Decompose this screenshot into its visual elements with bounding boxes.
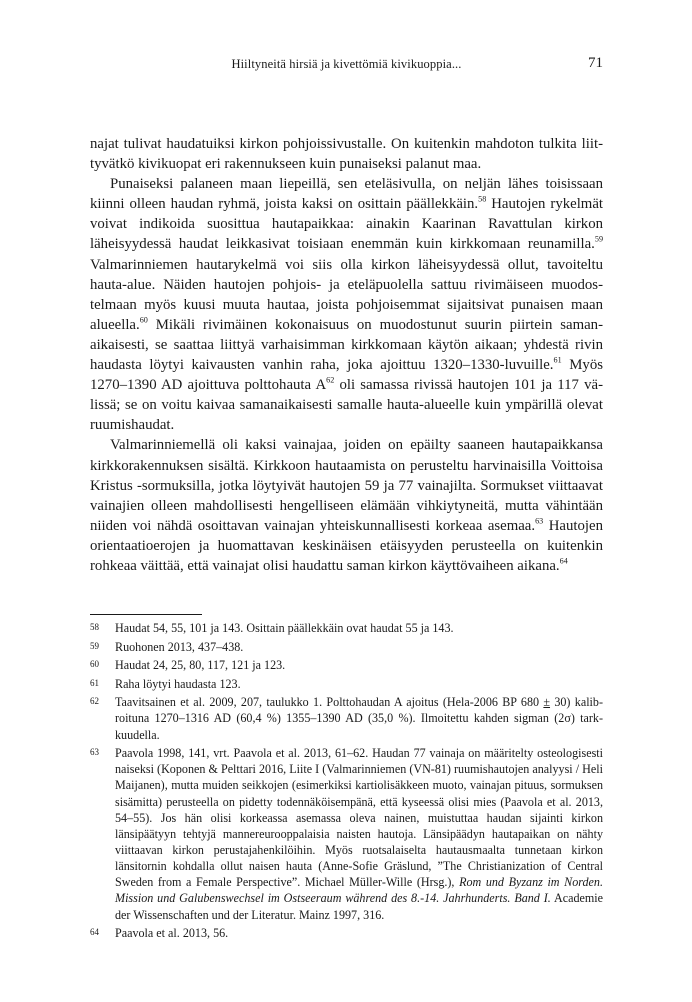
footnote-ref: 63	[535, 516, 544, 526]
text-run: oli samassa rivissä hautojen 101 ja 117 välissä; se on voitu kaivaa samanaikaisesti samalle hauta-alueelle kuin ympärillä olevat ruumishaudat.	[90, 377, 603, 434]
footnote-text	[115, 657, 603, 673]
footnote	[90, 694, 603, 742]
footnote-number: 61	[90, 677, 99, 688]
footnote	[90, 657, 603, 673]
footnote	[90, 676, 603, 692]
footnote-ref: 61	[553, 355, 562, 365]
footnote	[90, 925, 603, 941]
running-title: Hiiltyneitä hirsiä ja kivettömiä kivikuoppia...	[231, 57, 462, 71]
text-run: 30) kalibroituna 1270–1316 AD (60,4 %) 1355–1390 AD (35,0 %). Ilmoitettu kahden sigman (2σ) tarkkuudella.	[115, 695, 603, 742]
body-text	[90, 134, 603, 576]
text-run: najat tulivat haudatuiksi kirkon pohjoissivustalle. On kuitenkin mahdoton tulkita liittyvätkö kivikuopat eri rakennukseen kuin punaiseksi palanut maa.	[90, 136, 603, 173]
italic-text: Rom und Byzanz im Norden. Mission und Galubenswechsel im Ostseeraum während des 8.-14. Jahrhunderts. Band I.	[115, 875, 603, 906]
footnote-text	[115, 639, 603, 655]
text-run: Raha löytyi haudasta 123.	[115, 676, 241, 691]
footnote-number: 60	[90, 659, 99, 670]
footnote	[90, 639, 603, 655]
text-run: Punaiseksi palaneen maan liepeillä, sen eteläsivulla, on neljän lähes toisissaan kiinni olleen haudan ryhmä, joista kaksi on osittain päällekkäin.	[90, 176, 603, 213]
footnote-ref: 62	[326, 375, 335, 385]
text-run: Haudat 24, 25, 80, 117, 121 ja 123.	[115, 658, 286, 673]
paragraph	[90, 174, 603, 435]
paragraph	[90, 435, 603, 576]
running-header	[90, 57, 603, 77]
text-run: Ruohonen 2013, 437–438.	[115, 639, 244, 654]
text-run: Taavitsainen et al. 2009, 207, taulukko 1. Polttohaudan A ajoitus (Hela-2006 BP 680	[115, 695, 544, 710]
footnote-text	[115, 745, 603, 923]
footnotes	[90, 620, 603, 944]
text-run: Valmarinniemellä oli kaksi vainajaa, joiden on epäilty saaneen hautapaikkansa kirkkorakennuksen sisältä. Kirkkoon hautaamista on perusteltu harvinaisilla Voittoisa Kristus -sormuksilla, jotka löytyivät hautojen 59 ja 77 vainajilta. Sormukset viittaavat vainajien olleen mahdollisesti hengelliseen elämään vihkiytyneitä, mutta vähintään niiden voi nähdä osoittavan vainajan yhteiskunnallisesti korkeaa asemaa.	[90, 437, 603, 534]
text-run: Valmarinniemen hautarykelmä voi siis olla kirkon läheisyydessä ollut, tavoiteltu hauta-alue. Näiden hautojen pohjois- ja eteläpuolella sattuu rivimäiseen muodostelmaan myös kuusi muuta hautaa, joista pohjoisemmat sijaitsivat punaisen maan alueella.	[90, 256, 603, 333]
footnote-text	[115, 620, 603, 636]
footnote-text	[115, 694, 603, 742]
text-run: Hautojen rykelmät voivat indikoida suosittua hautapaikkaa: ainakin Kaarinan Ravattulan kirkon läheisyydessä haudat leikkasivat toisiaan enemmän kuin kirkkomaan reunamilla.	[90, 196, 603, 253]
text-run: Paavola 1998, 141, vrt. Paavola et al. 2013, 61–62. Haudan 77 vainaja on määritelty osteologisesti naiseksi (Koponen & Pelttari 2016, Liite I (Valmarinniemen (VN-81) ruumishautojen analyysi / Heli Maijanen), mutta muiden seikkojen (esimerkiksi kartiolisäkkeen muoto, vainajan pituus, sormuksen sisämitta) perusteella on pidetty todennäköisempänä, että kyseessä olisi mies (Paavola et al. 2013, 54–55). Jos hän olisi korkeassa asemassa oleva nainen, muistuttaa haudan sijainti kirkon länsipäätyyn tehtyjä mannereurooppalaisia naisten hautoja. Länsipäädyn hautapaikan on nähty viittaavan kirkon perustajahenkilöihin. Myös ruotsalaiselta hautausmaalta tunnetaan kirkon länsitornin kohdalla ollut naisen hauta (Anne-Sofie Gräslund, ”The Christianization of Central Sweden from a Female Perspective”. Michael Müller-Wille (Hrsg.),	[115, 746, 603, 890]
footnote-ref: 58	[478, 194, 487, 204]
footnote	[90, 620, 603, 636]
footnote-ref: 60	[139, 315, 148, 325]
text-run: Paavola et al. 2013, 56.	[115, 926, 229, 941]
footnote-number: 63	[90, 747, 99, 758]
plus-minus-sign: ±	[543, 695, 551, 710]
page-number: 71	[588, 55, 603, 71]
footnote-number: 64	[90, 927, 99, 938]
paragraph	[90, 134, 603, 174]
footnote-ref: 64	[559, 556, 568, 566]
footnote-number: 62	[90, 696, 99, 707]
text-run: Mikäli rivimäinen kokonaisuus on muodostunut suurin piirtein samanaikaisesti, se saattaa liittyä varhaisimman kirkkomaan käytön aikaan; yhdestä rivin haudasta löytyi kaivausten vanhin raha, joka ajoittuu 1320–1330-luvuille.	[90, 316, 603, 374]
footnote	[90, 745, 603, 923]
footnote-separator	[90, 614, 202, 615]
text-run: Myös 1270–1390 AD ajoittuva polttohauta A	[90, 357, 603, 394]
footnote-ref: 59	[594, 234, 603, 244]
footnote-text	[115, 925, 603, 941]
text-run: Haudat 54, 55, 101 ja 143. Osittain päällekkäin ovat haudat 55 ja 143.	[115, 621, 454, 635]
footnote-number: 59	[90, 640, 99, 651]
text-run: Academie der Wissenschaften und der Literatur. Mainz 1997, 316.	[115, 891, 604, 922]
footnote-number: 58	[90, 622, 99, 632]
footnote-text	[115, 676, 603, 692]
text-run: Hautojen orientaatioerojen ja huomattavan keskinäisen etäisyyden perusteella on kuitenkin rohkeaa väittää, että vainajat olisi haudattu saman kirkon käyttövaiheen aikana.	[90, 517, 603, 574]
